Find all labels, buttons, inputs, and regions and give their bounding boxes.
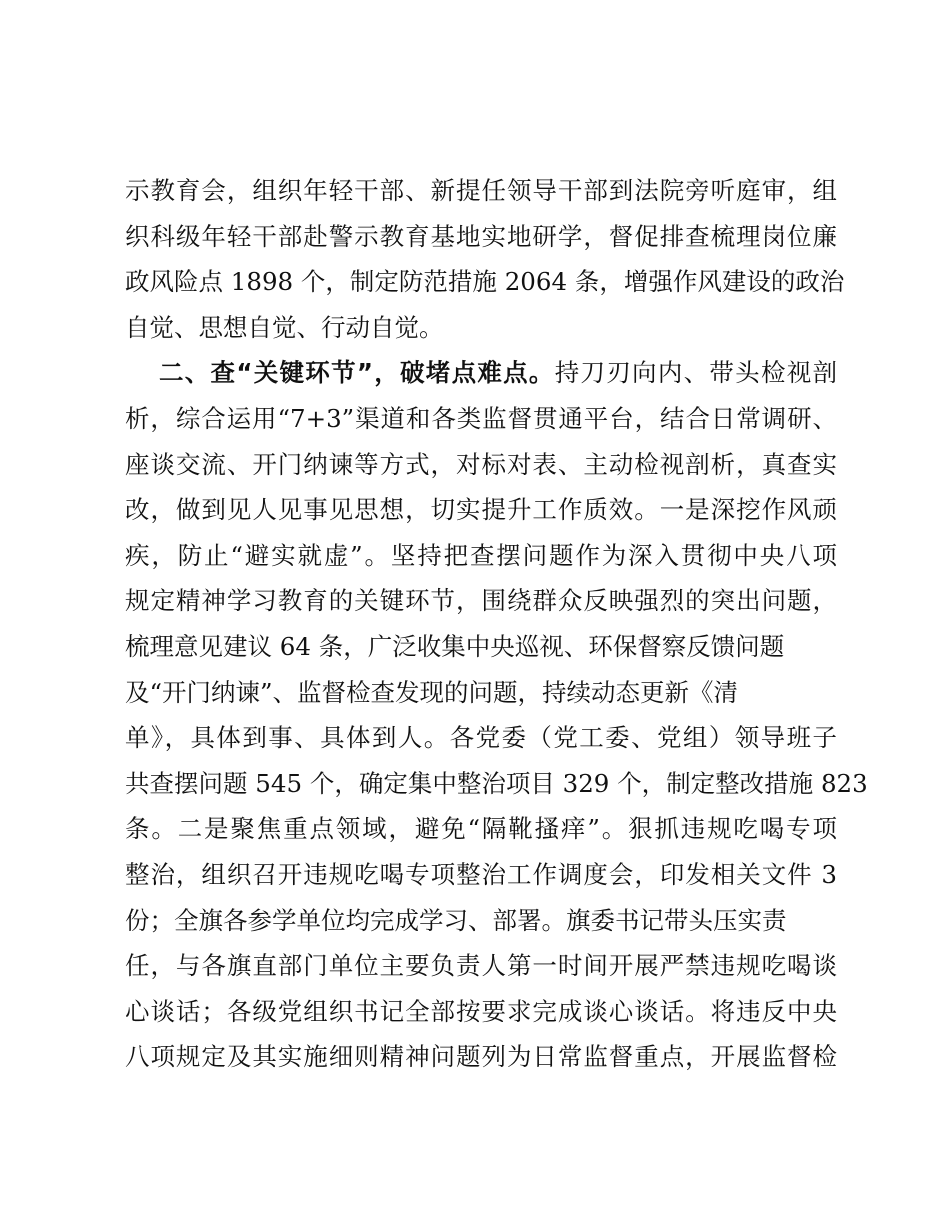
document-body [125, 168, 868, 1080]
text-line: 单》，具体到事、具体到人。各党委（党工委、党组）领导班子 [125, 723, 837, 753]
text-line: 座谈交流、开门纳谏等方式，对标对表、主动检视剖析，真查实 [125, 449, 837, 479]
text-line: 疾，防止“避实就虚”。坚持把查摆问题作为深入贯彻中央八项 [125, 540, 837, 570]
text-line: 及“开门纳谏”、监督检查发现的问题，持续动态更新《清 [125, 677, 739, 707]
text-line: 示教育会，组织年轻干部、新提任领导干部到法院旁听庭审，组 [125, 176, 837, 205]
text-line: 改，做到见人见事见思想，切实提升工作质效。一是深挖作风顽 [125, 495, 837, 525]
text-line: 析，综合运用“7+3”渠道和各类监督贯通平台，结合日常调研、 [125, 403, 837, 433]
text-line: 梳理意见建议 64 条，广泛收集中央巡视、环保督察反馈问题 [125, 631, 785, 661]
text-line: 任，与各旗直部门单位主要负责人第一时间开展严禁违规吃喝谈 [125, 951, 837, 981]
text-line: 整治，组织召开违规吃喝专项整治工作调度会，印发相关文件 3 [125, 859, 837, 889]
text-line: 规定精神学习教育的关键环节，围绕群众反映强烈的突出问题， [125, 586, 837, 616]
text-line: 自觉、思想自觉、行动自觉。 [125, 312, 444, 342]
text-line: 八项规定及其实施细则精神问题列为日常监督重点，开展监督检 [125, 1042, 837, 1072]
text-line: 共查摆问题 545 个，确定集中整治项目 329 个，制定整改措施 823 [125, 768, 868, 798]
text-run: 持刀刃向内、带头检视剖 [554, 358, 838, 388]
text-line: 心谈话；各级党组织书记全部按要求完成谈心谈话。将违反中央 [125, 996, 837, 1026]
section-heading: 二、查“关键环节”，破堵点难点。 [159, 358, 555, 388]
text-line: 条。二是聚焦重点领域，避免“隔靴搔痒”。狠抓违规吃喝专项 [125, 814, 837, 844]
text-line: 政风险点 1898 个，制定防范措施 2064 条，增强作风建设的政治 [125, 267, 845, 297]
text-line: 织科级年轻干部赴警示教育基地实地研学，督促排查梳理岗位廉 [125, 221, 837, 251]
paragraph-first-line [125, 350, 837, 396]
text-line: 份；全旗各参学单位均完成学习、部署。旗委书记带头压实责 [125, 905, 787, 935]
